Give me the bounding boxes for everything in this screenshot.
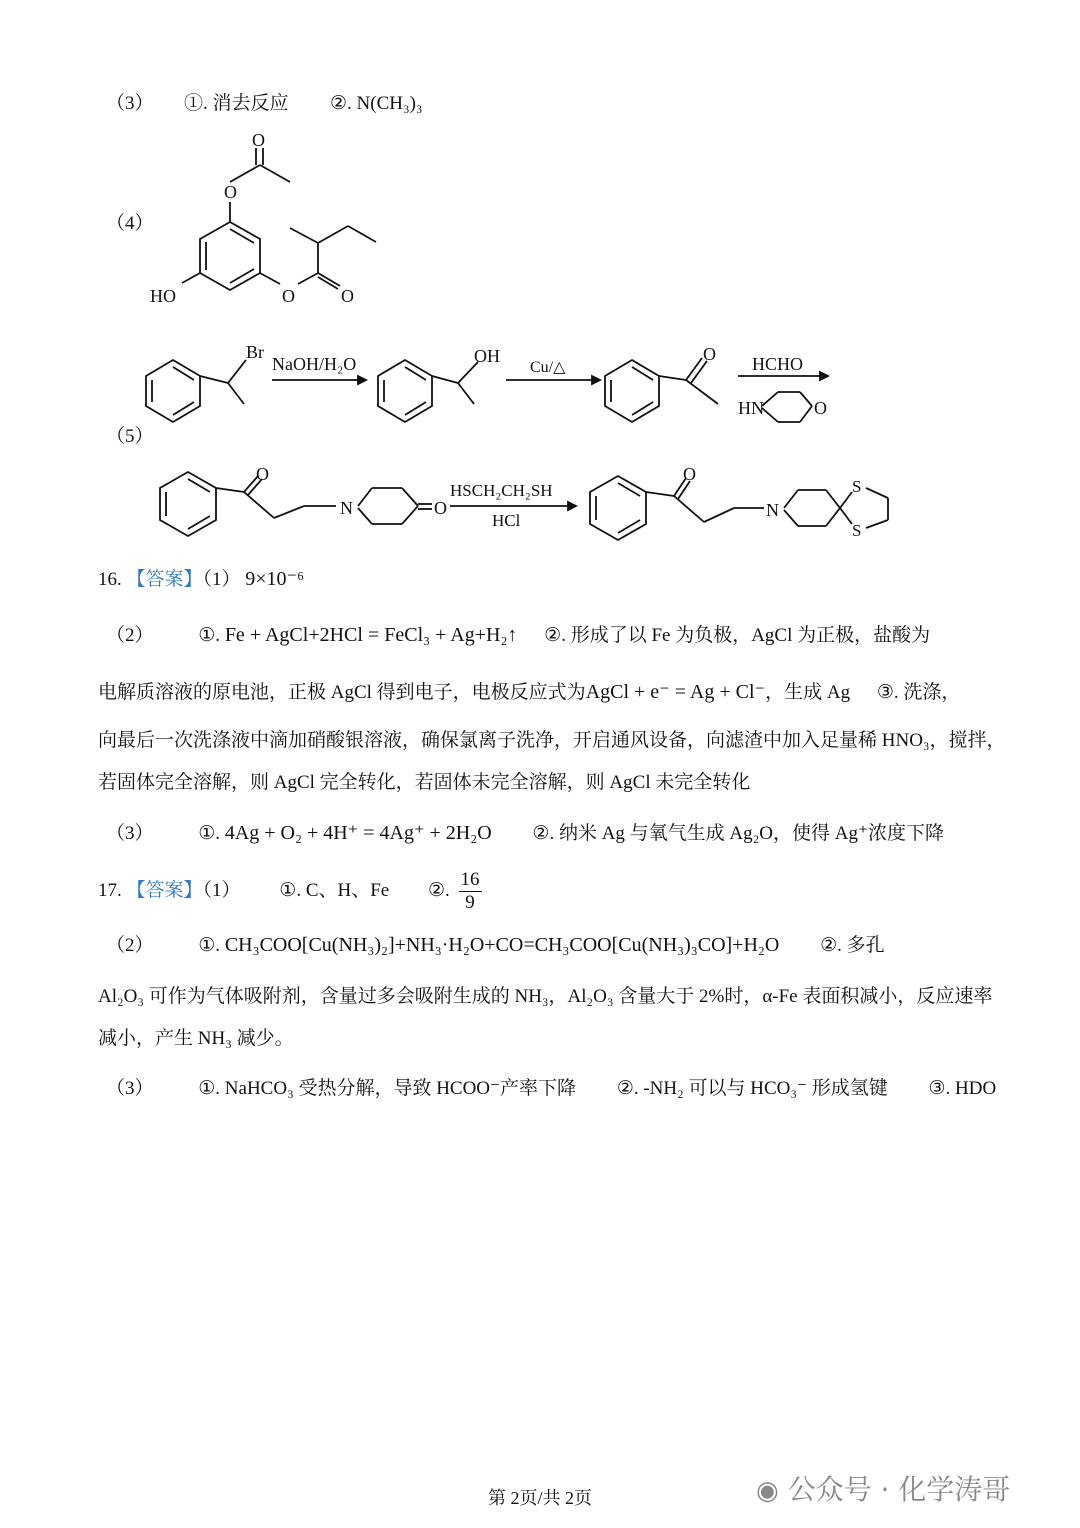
q16-part2-answer2: ②. 形成了以 Fe 为负极，AgCl 为正极，盐酸为 [544, 625, 931, 646]
q17-heading [98, 866, 486, 916]
q15-part5-number: （5） [106, 426, 154, 447]
q15-part3-answer1: ①. 消去反应 [184, 93, 289, 114]
svg-text:O: O [341, 286, 354, 306]
svg-text:N: N [340, 498, 353, 518]
q16-part2-line3: 向最后一次洗涤液中滴加硝酸银溶液，确保氯离子洗净，开启通风设备，向滤渣中加入足量稀 HNO₃，搅拌， [98, 730, 1006, 751]
svg-text:HN: HN [738, 398, 764, 418]
q16-part2-number: （2） [106, 625, 154, 646]
q15-part4-structure [140, 130, 400, 310]
svg-text:HCHO: HCHO [752, 354, 804, 374]
q16-part3-number: （3） [106, 823, 154, 844]
q17-part3-number: （3） [106, 1078, 154, 1099]
q16-part2-line2 [98, 679, 960, 706]
q16-number: 16. [98, 569, 122, 590]
q17-part2-line1 [106, 932, 885, 959]
q17-part1-number: （1） [202, 880, 241, 901]
q16-part3-line [106, 820, 944, 847]
svg-text:O: O [683, 464, 696, 484]
q15-part5-scheme-row2 [150, 458, 910, 558]
svg-text:OH: OH [474, 346, 500, 366]
q15-part5-scheme-row1 [140, 338, 860, 438]
q16-part1-value: 9×10⁻⁶ [245, 568, 305, 590]
svg-text:NaOH/H₂O: NaOH/H₂O [272, 354, 357, 374]
q16-answer-tag: 【答案】 [126, 569, 203, 590]
svg-text:HSCH₂CH₂SH: HSCH₂CH₂SH [450, 481, 553, 500]
q17-part3-answer2: ②. -NH₂ 可以与 HCO₃⁻ 形成氢键 [616, 1078, 888, 1099]
q17-part2-number: （2） [106, 935, 154, 956]
svg-text:O: O [434, 498, 447, 518]
q15-part3-answer2: ②. N(CH₃)₃ [330, 93, 423, 114]
q16-part3-label1: ①. [198, 823, 221, 844]
svg-text:O: O [256, 464, 269, 484]
svg-text:O: O [224, 182, 237, 202]
svg-text:S: S [852, 521, 862, 540]
q16-part2-label1: ①. [198, 625, 221, 646]
svg-text:O: O [703, 344, 716, 364]
svg-text:O: O [814, 398, 827, 418]
q17-part2-line2: Al₂O₃ 可作为气体吸附剂，含量过多会吸附生成的 NH₃，Al₂O₃ 含量大于 2%时，α-Fe 表面积减小，反应速率 [98, 986, 993, 1007]
fraction-numerator: 16 [460, 869, 480, 891]
watermark [756, 1468, 1010, 1508]
q17-part3-line [106, 1076, 996, 1102]
svg-text:HCl: HCl [492, 511, 521, 530]
q16-part3-answer2: ②. 纳米 Ag 与氧气生成 Ag₂O，使得 Ag⁺浓度下降 [532, 823, 944, 844]
watermark-text: 公众号 · 化学涛哥 [787, 1473, 1011, 1506]
q16-part2-answer3: ③. 洗涤， [876, 682, 961, 703]
q16-part2-equation: Fe + AgCl+2HCl = FeCl₃ + Ag+H₂↑ [224, 624, 518, 646]
q17-part2-answer2: ②. 多孔 [820, 935, 885, 956]
q16-part2-line2-tail: ，生成 Ag [765, 682, 851, 703]
svg-text:Cu/△: Cu/△ [530, 359, 566, 376]
q15-part3-number: （3） [106, 93, 154, 114]
svg-text:HO: HO [150, 286, 176, 306]
q17-part2-label1: ①. [198, 935, 221, 956]
svg-text:Br: Br [246, 342, 264, 362]
q16-part2-line2-text: 电解质溶液的原电池，正极 AgCl 得到电子，电极反应式为 [98, 682, 586, 703]
fraction-denominator: 9 [465, 892, 475, 914]
wechat-icon: ◉ [756, 1476, 779, 1506]
q15-part4-number: （4） [106, 213, 154, 234]
svg-text:N: N [766, 500, 779, 520]
q16-part3-equation: 4Ag + O₂ + 4H⁺ = 4Ag⁺ + 2H₂O [224, 822, 492, 844]
q16-part2-line1 [106, 622, 930, 649]
q17-part3-answer3: ③. HDO [928, 1078, 997, 1099]
q17-part2-line3: 减小，产生 NH₃ 减少。 [98, 1028, 294, 1049]
q16-heading [98, 566, 304, 593]
q16-part2-electrode-equation: AgCl + e⁻ = Ag + Cl⁻ [585, 681, 766, 703]
q16-part1-number: （1） [202, 569, 241, 590]
svg-text:S: S [852, 477, 862, 496]
q17-part3-answer1: ①. NaHCO₃ 受热分解，导致 HCOO⁻产率下降 [198, 1078, 577, 1099]
svg-text:O: O [252, 130, 265, 150]
q17-answer-tag: 【答案】 [126, 880, 203, 901]
page-footer: 第 2页/共 2页 [487, 1488, 592, 1508]
q17-part1-fraction [459, 869, 482, 914]
q16-part2-line4: 若固体完全溶解，则 AgCl 完全转化，若固体未完全溶解，则 AgCl 未完全转化 [98, 772, 751, 793]
q17-part2-equation: CH₃COO[Cu(NH₃)₂]+NH₃·H₂O+CO=CH₃COO[Cu(NH₃)₃CO]+H₂O [224, 934, 780, 956]
q17-number: 17. [98, 880, 122, 901]
q17-part1-label2: ②. [427, 880, 450, 901]
q17-part1-answer1: ①. C、H、Fe [279, 880, 390, 901]
svg-text:O: O [282, 286, 295, 306]
